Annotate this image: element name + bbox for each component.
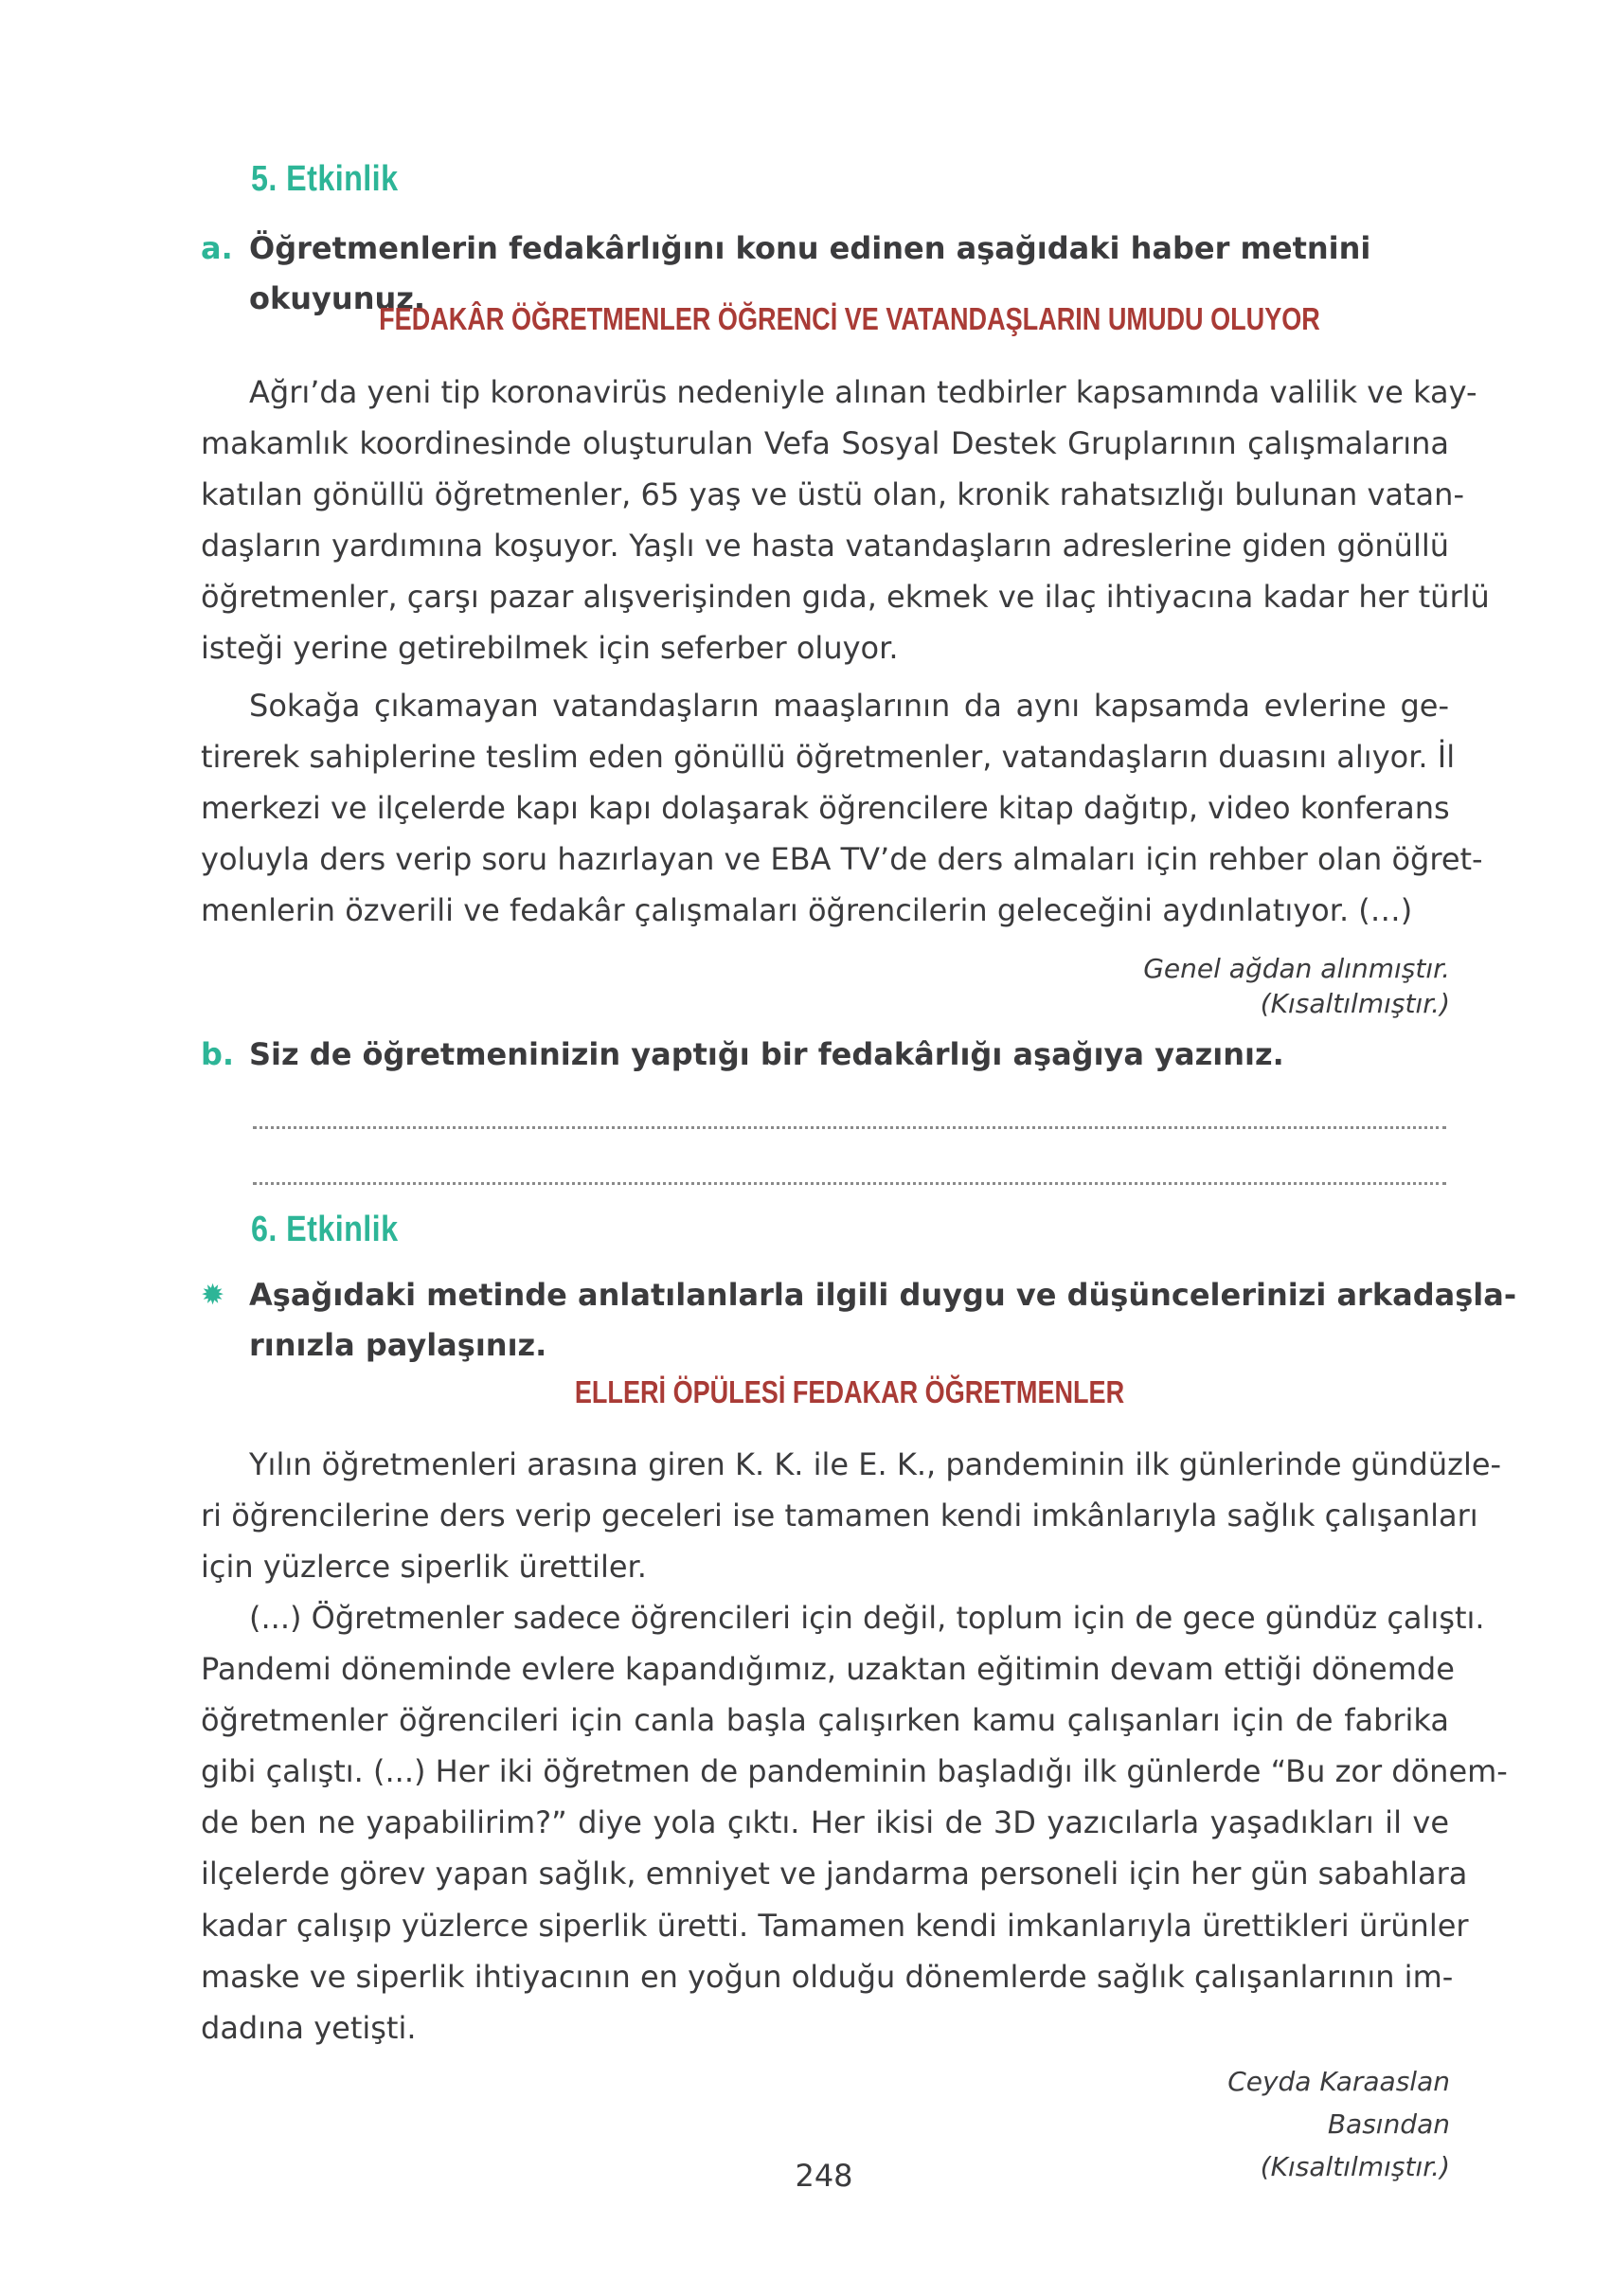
text-line: öğretmenler öğrencileri için canla başla çalışırken kamu çalışanları için de fabrika — [201, 1702, 1449, 1739]
news-paragraph-1 — [201, 367, 1490, 674]
news-paragraph-2 — [201, 680, 1483, 936]
text-line: Yılın öğretmenleri arasına giren K. K. ile E. K., pandeminin ilk günlerinde gündüzle- — [249, 1446, 1502, 1482]
task-line: Aşağıdaki metinde anlatılanlarla ilgili duygu ve düşüncelerinizi arkadaşla- — [249, 1277, 1517, 1313]
task-a-text: Öğretmenlerin fedakârlığını konu edinen aşağıdaki haber metnini okuyunuz. — [249, 230, 1371, 316]
source-line: (Kısaltılmıştır.) — [1260, 2151, 1450, 2182]
answer-line-1[interactable] — [253, 1126, 1446, 1129]
text-line: (...) Öğretmenler sadece öğrencileri için değil, toplum için de gece gündüz çalıştı. — [249, 1600, 1485, 1636]
text-line: gibi çalıştı. (...) Her iki öğretmen de pandeminin başladığı ilk günlerde “Bu zor dönem- — [201, 1753, 1508, 1790]
text-line: öğretmenler, çarşı pazar alışverişinden gıda, ekmek ve ilaç ihtiyacına kadar her türlü — [201, 579, 1490, 616]
task-a-label: a. — [201, 230, 233, 266]
text-line: tirerek sahiplerine teslim eden gönüllü öğretmenler, vatandaşların duasını alıyor. İl — [201, 739, 1456, 776]
news-headline-1: FEDAKÂR ÖĞRETMENLER ÖĞRENCİ VE VATANDAŞLARIN UMUDU OLUYOR — [379, 301, 1320, 336]
text-line: makamlık koordinesinde oluşturulan Vefa Sosyal Destek Gruplarının çalışmalarına — [201, 425, 1449, 462]
text-line: Sokağa çıkamayan vatandaşların maaşlarının da aynı kapsamda evlerine ge- — [249, 688, 1449, 724]
text-line: kadar çalışıp yüzlerce siperlik üretti. Tamamen kendi imkanlarıyla ürettikleri ürünler — [201, 1907, 1469, 1944]
source-author: Ceyda Karaaslan — [1227, 2066, 1450, 2097]
text-line: Pandemi döneminde evlere kapandığımız, uzaktan eğitimin devam ettiği dönemde — [201, 1651, 1455, 1688]
text-line: isteği yerine getirebilmek için seferber oluyor. — [201, 630, 899, 667]
activity-6-title: 6. Etkinlik — [251, 1210, 399, 1249]
text-line: ri öğrencilerine ders verip geceleri ise tamamen kendi imkânlarıyla sağlık çalışanları — [201, 1498, 1478, 1534]
text-line: de ben ne yapabilirim?” diye yola çıktı. Her ikisi de 3D yazıcılarla yaşadıkları il ve — [201, 1804, 1449, 1841]
task-b-text: Siz de öğretmeninizin yaptığı bir fedakârlığı aşağıya yazınız. — [249, 1036, 1284, 1072]
article-paragraph-2 — [201, 1592, 1508, 2054]
answer-line-2[interactable] — [253, 1182, 1446, 1185]
activity-5-title: 5. Etkinlik — [251, 159, 399, 199]
task-b — [201, 1030, 1451, 1080]
article-paragraph-1 — [201, 1439, 1502, 1592]
source-line: Genel ağdan alınmıştır. — [1143, 953, 1450, 984]
task-b-label: b. — [201, 1036, 235, 1072]
text-line: merkezi ve ilçelerde kapı kapı dolaşarak öğrencilere kitap dağıtıp, video konferans — [201, 790, 1450, 827]
source-line: (Kısaltılmıştır.) — [1260, 988, 1450, 1019]
star-bullet-icon: ✹ — [201, 1279, 225, 1312]
page-number: 248 — [795, 2158, 853, 2194]
text-line: Ağrı’da yeni tip koronavirüs nedeniyle alınan tedbirler kapsamında valilik ve kay- — [249, 374, 1477, 410]
text-line: ilçelerde görev yapan sağlık, emniyet ve jandarma personeli için her gün sabahlara — [201, 1856, 1468, 1892]
text-line: katılan gönüllü öğretmenler, 65 yaş ve üstü olan, kronik rahatsızlığı bulunan vatan- — [201, 476, 1464, 513]
text-line: dadına yetişti. — [201, 2009, 417, 2046]
text-line: menlerin özverili ve fedakâr çalışmaları öğrencilerin geleceğini aydınlatıyor. (…) — [201, 892, 1413, 929]
activity-6-task — [201, 1270, 1517, 1371]
news-headline-2: ELLERİ ÖPÜLESİ FEDAKAR ÖĞRETMENLER — [574, 1374, 1125, 1409]
source-note-2 — [1227, 2060, 1450, 2188]
text-line: daşların yardımına koşuyor. Yaşlı ve hasta vatandaşların adreslerine giden gönüllü — [201, 528, 1449, 565]
source-note-1 — [1143, 951, 1450, 1021]
text-line: maske ve siperlik ihtiyacının en yoğun olduğu dönemlerde sağlık çalışanlarının im- — [201, 1958, 1454, 1995]
source-line: Basından — [1327, 2108, 1450, 2140]
text-line: için yüzlerce siperlik ürettiler. — [201, 1549, 647, 1586]
task-line: rınızla paylaşınız. — [249, 1327, 547, 1363]
text-line: yoluyla ders verip soru hazırlayan ve EBA TV’de ders almaları için rehber olan öğret- — [201, 841, 1483, 878]
